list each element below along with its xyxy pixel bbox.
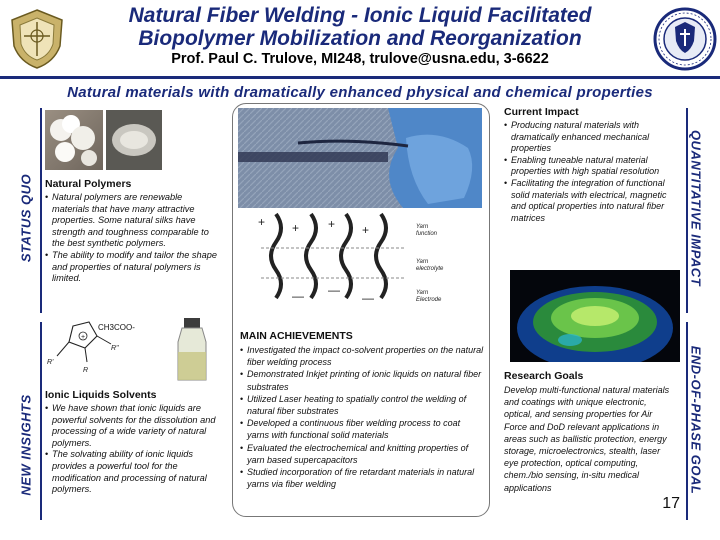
header-divider <box>0 76 720 79</box>
research-goals-text: Develop multi-functional natural materials and coatings with unique electronic, optical, and sensing properties for Air Force and DoD relevant applications in areas such as ballistic protection, energy storage, microelectronics, stealth, laser eye protection, optical computing, chem./bio sensing, in-situ medical applications <box>504 385 670 493</box>
list-item: • Developed a continuous fiber welding process to coat yarns with functional solid materials <box>240 417 484 441</box>
svg-text:R: R <box>83 367 89 374</box>
yarn-supercapacitor-diagram <box>256 208 466 308</box>
status-quo-rule <box>40 108 42 313</box>
svg-text:+: + <box>258 215 266 229</box>
page-number: 17 <box>662 495 680 512</box>
svg-text:+: + <box>81 334 86 341</box>
list-item: • Demonstrated Inkjet printing of ionic liquids on natural fiber substrates <box>240 368 484 392</box>
list-item: • Facilitating the integration of functional solid materials with electrical, magnetic and optical properties into natural fiber matrices <box>504 178 680 224</box>
title-line-2: Biopolymer Mobilization and Reorganization <box>138 27 582 50</box>
ionic-liquids-list <box>45 403 223 496</box>
list-item: • We have shown that ionic liquids are powerful solvents for the dissolution and processing of a wide variety of natural polymers. <box>45 403 223 449</box>
svg-text:—: — <box>362 291 374 305</box>
svg-text:function: function <box>416 231 438 237</box>
ionic-liquid-vial-photo <box>170 316 214 384</box>
title-line-1: Natural Fiber Welding - Ionic Liquid Facilitated <box>128 4 592 27</box>
list-item: • Natural polymers are renewable materials that have many attractive properties. Some natural silks have strength and toughness comparable to the best synthetic polymers. <box>45 192 220 250</box>
svg-text:Yarn: Yarn <box>416 224 429 230</box>
current-impact-heading: Current Impact <box>504 106 579 118</box>
main-achievements-heading: MAIN ACHIEVEMENTS <box>240 330 353 342</box>
natural-polymers-heading: Natural Polymers <box>45 178 132 190</box>
research-goals-heading: Research Goals <box>504 370 584 382</box>
new-insights-rule <box>40 322 42 520</box>
ionic-liquids-heading: Ionic Liquids Solvents <box>45 389 157 401</box>
svg-text:+: + <box>292 221 300 235</box>
svg-text:electrolyte: electrolyte <box>416 266 444 272</box>
svg-text:—: — <box>292 289 304 303</box>
svg-text:R': R' <box>47 359 54 366</box>
svg-text:Yarn: Yarn <box>416 259 429 265</box>
svg-text:+: + <box>362 223 370 237</box>
svg-text:—: — <box>328 283 340 297</box>
svg-text:R": R" <box>111 345 119 352</box>
author-contact-line: Prof. Paul C. Trulove, MI248, trulove@usna.edu, 3-6622 <box>171 51 549 67</box>
banner-heading: Natural materials with dramatically enhanced physical and chemical properties <box>67 84 653 101</box>
quantitative-impact-label: QUANTITATIVE IMPACT <box>688 129 704 287</box>
page-title <box>90 4 630 50</box>
naval-academy-crest-logo <box>4 6 70 72</box>
list-item: • Enabling tuneable natural material properties with high spatial resolution <box>504 155 680 178</box>
ionic-liquids-section <box>45 389 223 496</box>
svg-text:+: + <box>328 217 336 231</box>
list-item: • Studied incorporation of fire retardant materials in natural yarns via fiber welding <box>240 466 484 490</box>
fiber-sample-photo <box>106 110 162 170</box>
list-item: • Producing natural materials with dramatically enhanced mechanical properties <box>504 120 680 155</box>
list-item: • The solvating ability of ionic liquids provides a powerful tool for the modification and processing of natural polymers. <box>45 449 223 495</box>
new-insights-label: NEW INSIGHTS <box>18 394 34 496</box>
list-item: • Utilized Laser heating to spatially control the welding of natural fiber substrates <box>240 393 484 417</box>
natural-polymers-section <box>45 178 220 285</box>
svg-text:Electrode: Electrode <box>416 297 442 303</box>
list-item: • The ability to modify and tailor the shape and properties of natural polymers is limited. <box>45 250 220 285</box>
end-of-phase-goal-label: END-OF-PHASE GOAL <box>688 345 704 495</box>
status-quo-label: STATUS QUO <box>18 173 34 263</box>
natural-polymers-list <box>45 192 220 285</box>
current-impact-section <box>504 106 680 224</box>
welded-yarn-glove-photo <box>238 108 482 208</box>
fluorescence-micrograph-photo <box>510 270 680 362</box>
list-item: • Investigated the impact co-solvent properties on the natural fiber welding process <box>240 344 484 368</box>
achievements-list <box>240 344 484 490</box>
cotton-bolls-photo <box>45 110 103 170</box>
research-goals-section <box>504 370 672 494</box>
acetate-anion-label: CH3COO- <box>98 323 135 332</box>
list-item: • Evaluated the electrochemical and knitting properties of yarn based supercapacitors <box>240 442 484 466</box>
main-achievements-section <box>240 330 484 490</box>
university-seal-logo <box>652 6 718 72</box>
current-impact-list <box>504 120 680 224</box>
svg-text:Yarn: Yarn <box>416 290 429 296</box>
